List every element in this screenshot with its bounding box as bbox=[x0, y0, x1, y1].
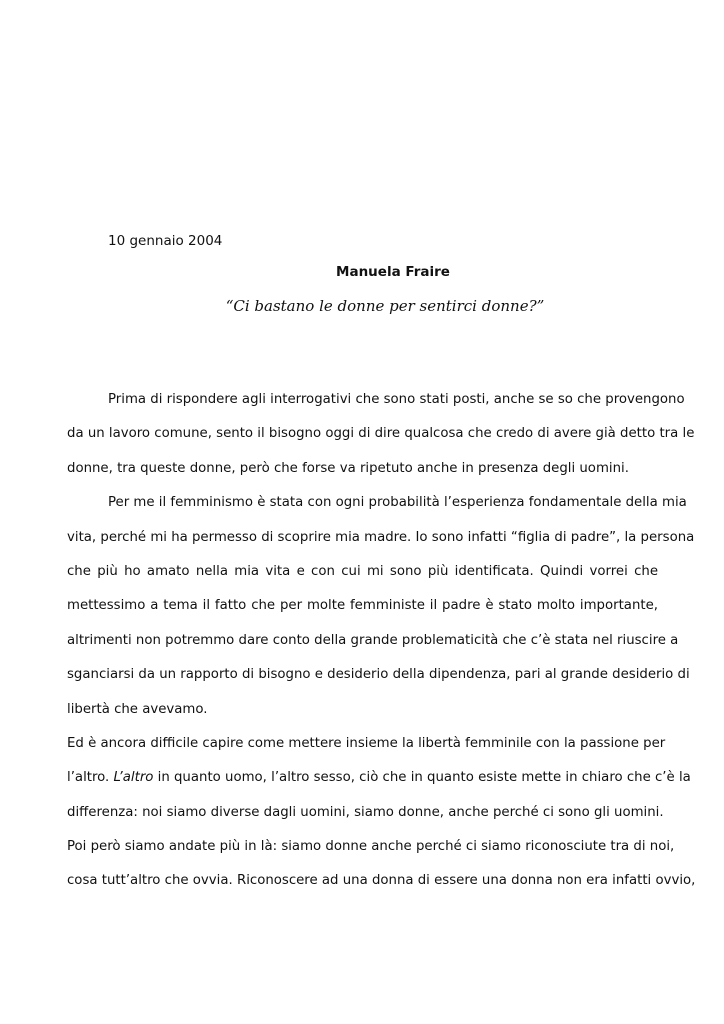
text-line: cosa tutt’altro che ovvia. Riconoscere ad una donna di essere una donna non era infatti ovvio, bbox=[67, 873, 696, 889]
document-title: “Ci bastano le donne per sentirci donne?” bbox=[225, 297, 545, 315]
text-fragment: in quanto uomo, l’altro sesso, ciò che in quanto esiste mette in chiaro che c’è la bbox=[153, 770, 691, 786]
text-line: Poi però siamo andate più in là: siamo donne anche perché ci siamo riconosciute tra di noi, bbox=[67, 839, 675, 855]
author-name: Manuela Fraire bbox=[336, 264, 450, 280]
text-line: altrimenti non potremmo dare conto della grande problematicità che c’è stata nel riuscire a bbox=[67, 632, 679, 648]
italic-term: L’altro bbox=[113, 770, 154, 786]
body-text bbox=[67, 383, 696, 899]
text-line: sganciarsi da un rapporto di bisogno e desiderio della dipendenza, pari al grande desiderio di bbox=[67, 667, 690, 683]
text-line: da un lavoro comune, sento il bisogno oggi di dire qualcosa che credo di avere già detto tra le bbox=[67, 426, 695, 442]
text-line: libertà che avevamo. bbox=[67, 701, 208, 717]
text-line: mettessimo a tema il fatto che per molte femministe il padre è stato molto importante, bbox=[67, 598, 658, 614]
text-line: donne, tra queste donne, però che forse va ripetuto anche in presenza degli uomini. bbox=[67, 460, 629, 476]
text-line: Per me il femminismo è stata con ogni probabilità l’esperienza fondamentale della mia bbox=[108, 495, 687, 511]
text-line: Prima di rispondere agli interrogativi che sono stati posti, anche se so che provengono bbox=[108, 392, 685, 407]
text-line: vita, perché mi ha permesso di scoprire mia madre. Io sono infatti “figlia di padre”, la persona bbox=[67, 529, 695, 545]
text-line-mixed bbox=[67, 761, 691, 795]
text-line: Ed è ancora difficile capire come mettere insieme la libertà femminile con la passione per bbox=[67, 735, 666, 751]
document-date: 10 gennaio 2004 bbox=[108, 233, 223, 249]
text-fragment: l’altro. bbox=[67, 770, 114, 786]
text-line: che più ho amato nella mia vita e con cui mi sono più identificata. Quindi vorrei che bbox=[67, 563, 658, 579]
text-line: differenza: noi siamo diverse dagli uomini, siamo donne, anche perché ci sono gli uomini. bbox=[67, 804, 664, 820]
